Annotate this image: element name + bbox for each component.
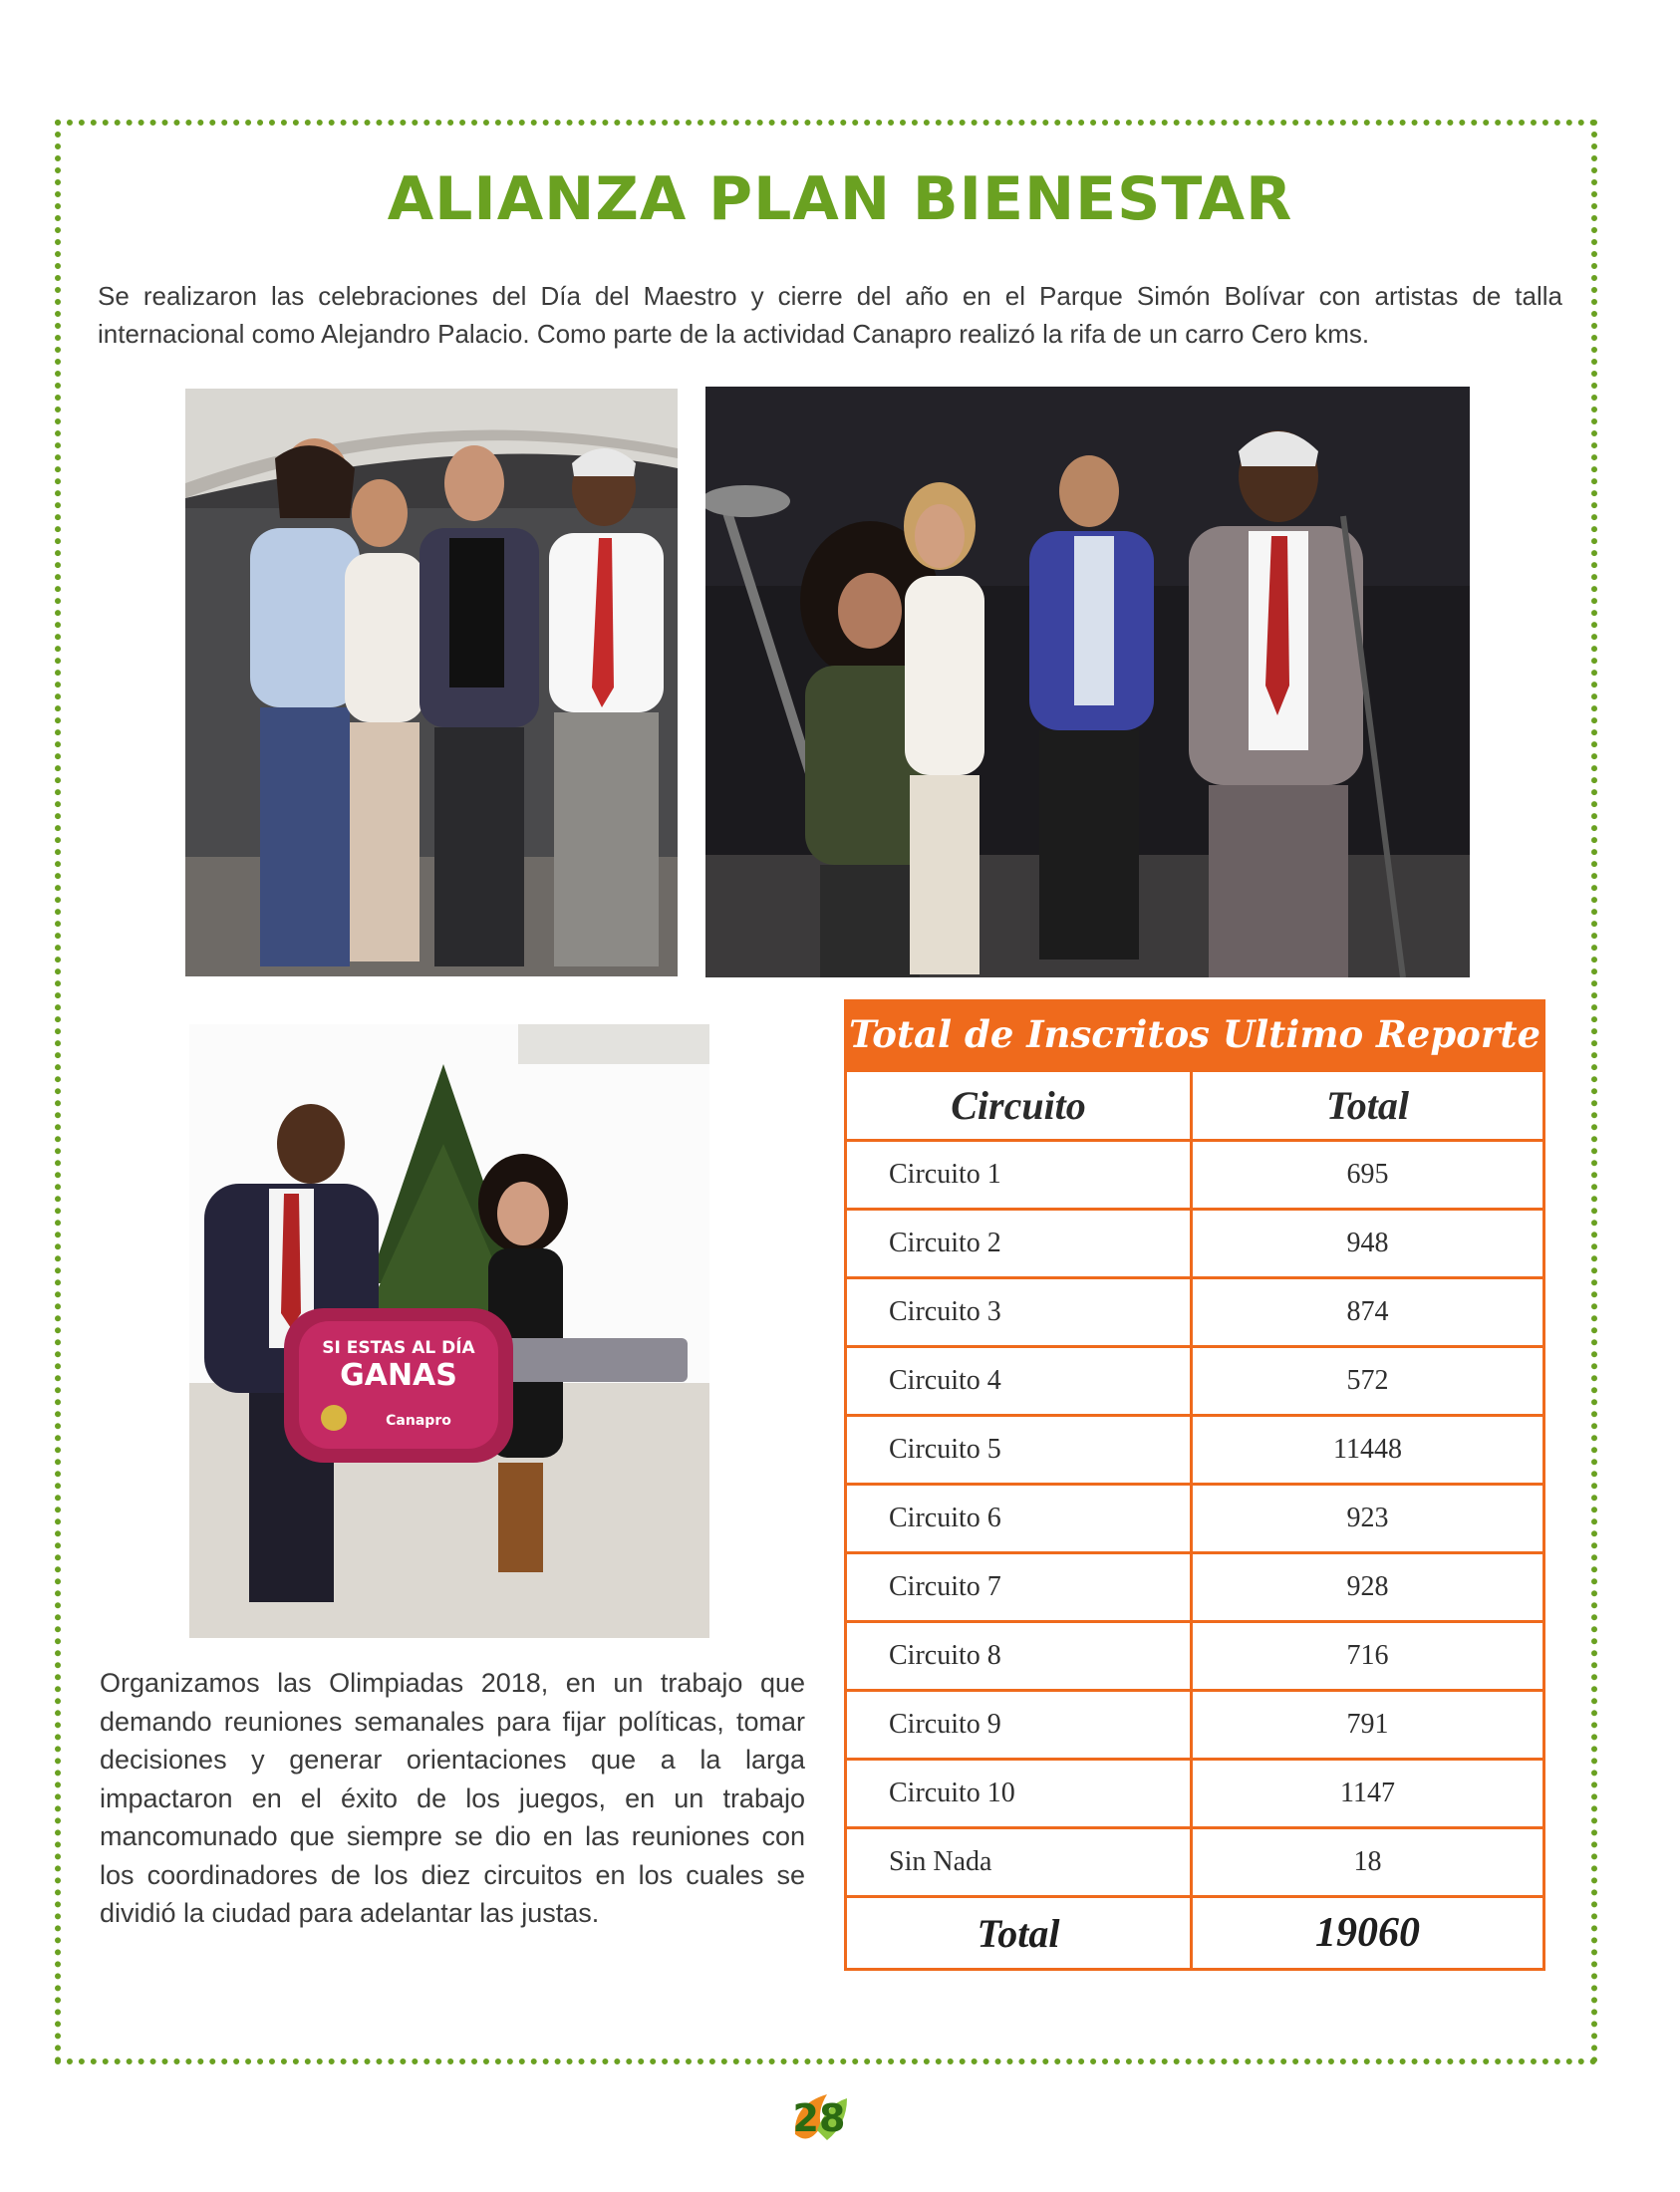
page-number-text: 28 <box>792 2096 846 2140</box>
row-circuit-total: 928 <box>1192 1553 1544 1622</box>
row-circuit-total: 11448 <box>1192 1416 1544 1485</box>
photo-key-winner <box>189 1024 709 1638</box>
table-row <box>846 1141 1544 1210</box>
header-circuito: Circuito <box>846 1071 1192 1141</box>
olympiad-paragraph: Organizamos las Olimpiadas 2018, en un trabajo que demando reuniones semanales para fijar políticas, tomar decisiones y generar orientaciones que a la larga impactaron en el éxito de los juegos, en un trabajo mancomunado que siempre se dio en las reuniones con los coordinadores de los diez circuitos en los cuales se dividió la ciudad para adelantar las justas. <box>100 1668 805 1928</box>
table-row <box>846 1553 1544 1622</box>
enrollment-table <box>844 999 1545 1971</box>
table-row <box>846 1691 1544 1760</box>
table-title: Total de Inscritos Ultimo Reporte <box>844 999 1545 1069</box>
table-row <box>846 1485 1544 1553</box>
row-circuit-name: Circuito 2 <box>846 1210 1192 1278</box>
table-header-row <box>846 1071 1544 1141</box>
row-circuit-name: Circuito 1 <box>846 1141 1192 1210</box>
table-row <box>846 1210 1544 1278</box>
total-value: 19060 <box>1192 1897 1544 1970</box>
table-row <box>846 1278 1544 1347</box>
table-total-row <box>846 1897 1544 1970</box>
row-circuit-total: 923 <box>1192 1485 1544 1553</box>
key-sign-line1: SI ESTAS AL DÍA <box>322 1338 475 1358</box>
row-circuit-total: 874 <box>1192 1278 1544 1347</box>
key-sign-line2: GANAS <box>340 1358 457 1393</box>
photo-group-tent <box>185 389 678 976</box>
row-circuit-name: Circuito 3 <box>846 1278 1192 1347</box>
photo-stage-raffle <box>705 387 1470 977</box>
row-circuit-name: Circuito 10 <box>846 1760 1192 1828</box>
row-circuit-name: Circuito 8 <box>846 1622 1192 1691</box>
row-circuit-name: Circuito 6 <box>846 1485 1192 1553</box>
page-title: ALIANZA PLAN BIENESTAR <box>387 164 1293 234</box>
table-row <box>846 1347 1544 1416</box>
page-number <box>787 2090 851 2150</box>
row-circuit-name: Sin Nada <box>846 1828 1192 1897</box>
header-total: Total <box>1192 1071 1544 1141</box>
intro-paragraph: Se realizaron las celebraciones del Día del Maestro y cierre del año en el Parque Simón Bolívar con artistas de talla internacional como Alejandro Palacio. Como parte de la actividad Canapro realizó la rifa de un carro Cero kms. <box>98 281 1562 349</box>
row-circuit-name: Circuito 5 <box>846 1416 1192 1485</box>
table-row <box>846 1828 1544 1897</box>
total-label: Total <box>846 1897 1192 1970</box>
row-circuit-total: 695 <box>1192 1141 1544 1210</box>
row-circuit-total: 572 <box>1192 1347 1544 1416</box>
row-circuit-name: Circuito 7 <box>846 1553 1192 1622</box>
row-circuit-total: 1147 <box>1192 1760 1544 1828</box>
row-circuit-name: Circuito 4 <box>846 1347 1192 1416</box>
key-sign-brand: Canapro <box>386 1413 451 1429</box>
table-row <box>846 1622 1544 1691</box>
table-row <box>846 1760 1544 1828</box>
row-circuit-total: 716 <box>1192 1622 1544 1691</box>
row-circuit-name: Circuito 9 <box>846 1691 1192 1760</box>
table-row <box>846 1416 1544 1485</box>
row-circuit-total: 948 <box>1192 1210 1544 1278</box>
row-circuit-total: 791 <box>1192 1691 1544 1760</box>
row-circuit-total: 18 <box>1192 1828 1544 1897</box>
